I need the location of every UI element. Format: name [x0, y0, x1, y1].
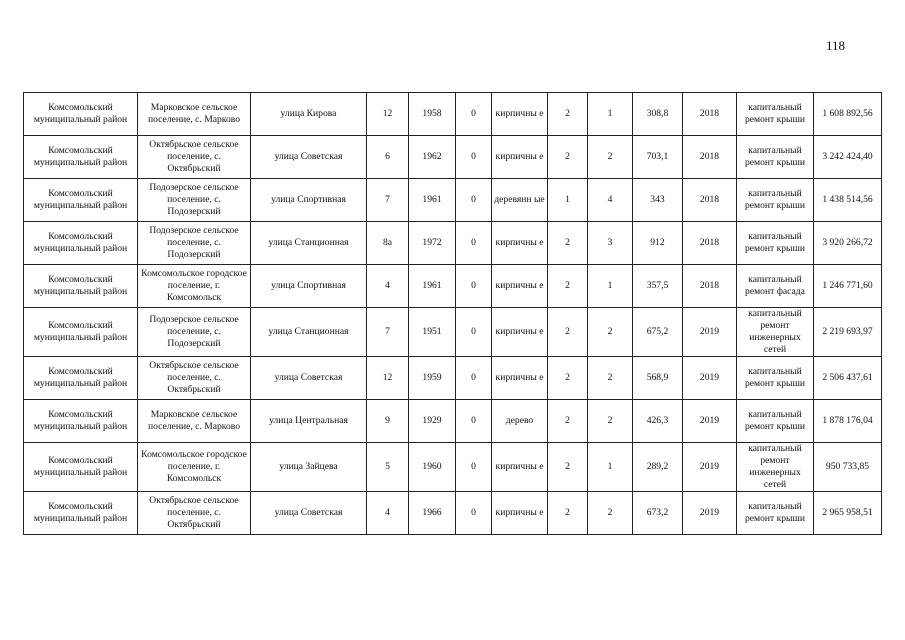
- settlement-cell: Октябрьское сельское поселение, с. Октябрьский: [138, 136, 251, 179]
- build-year-cell: 1959: [409, 357, 456, 400]
- plan-year-cell: 2019: [683, 443, 737, 492]
- settlement-cell: Подозерское сельское поселение, с. Подозерский: [138, 308, 251, 357]
- housing-repair-table: [23, 92, 882, 535]
- district-cell: Комсомольский муниципальный район: [24, 400, 138, 443]
- build-year-cell: 1961: [409, 179, 456, 222]
- entrances-cell: 2: [588, 492, 633, 535]
- district-cell: Комсомольский муниципальный район: [24, 492, 138, 535]
- cost-cell: 1 438 514,56: [814, 179, 882, 222]
- entrances-cell: 4: [588, 179, 633, 222]
- wall-material-cell: кирпичны е: [492, 443, 548, 492]
- wall-material-cell: кирпичны е: [492, 136, 548, 179]
- district-cell: Комсомольский муниципальный район: [24, 265, 138, 308]
- wall-material-cell: кирпичны е: [492, 93, 548, 136]
- street-cell: улица Советская: [251, 357, 367, 400]
- plan-year-cell: 2019: [683, 400, 737, 443]
- house-number-cell: 12: [367, 357, 409, 400]
- entrances-cell: 1: [588, 93, 633, 136]
- district-cell: Комсомольский муниципальный район: [24, 308, 138, 357]
- wall-material-cell: кирпичны е: [492, 492, 548, 535]
- district-cell: Комсомольский муниципальный район: [24, 93, 138, 136]
- settlement-cell: Марковское сельское поселение, с. Марково: [138, 400, 251, 443]
- cost-cell: 3 920 266,72: [814, 222, 882, 265]
- zero-value-cell: 0: [456, 492, 492, 535]
- settlement-cell: Подозерское сельское поселение, с. Подозерский: [138, 179, 251, 222]
- entrances-cell: 3: [588, 222, 633, 265]
- area-cell: 343: [633, 179, 683, 222]
- floors-cell: 2: [548, 357, 588, 400]
- entrances-cell: 2: [588, 357, 633, 400]
- table-row: [24, 179, 882, 222]
- build-year-cell: 1962: [409, 136, 456, 179]
- table-row: [24, 308, 882, 357]
- house-number-cell: 7: [367, 308, 409, 357]
- street-cell: улица Спортивная: [251, 179, 367, 222]
- wall-material-cell: дерево: [492, 400, 548, 443]
- district-cell: Комсомольский муниципальный район: [24, 357, 138, 400]
- street-cell: улица Советская: [251, 492, 367, 535]
- wall-material-cell: деревянн ые: [492, 179, 548, 222]
- area-cell: 568,9: [633, 357, 683, 400]
- work-type-cell: капитальный ремонт фасада: [737, 265, 814, 308]
- build-year-cell: 1951: [409, 308, 456, 357]
- plan-year-cell: 2019: [683, 492, 737, 535]
- zero-value-cell: 0: [456, 308, 492, 357]
- plan-year-cell: 2019: [683, 357, 737, 400]
- build-year-cell: 1966: [409, 492, 456, 535]
- house-number-cell: 4: [367, 492, 409, 535]
- floors-cell: 2: [548, 265, 588, 308]
- floors-cell: 2: [548, 308, 588, 357]
- work-type-cell: капитальный ремонт крыши: [737, 179, 814, 222]
- house-number-cell: 5: [367, 443, 409, 492]
- table-row: [24, 443, 882, 492]
- area-cell: 357,5: [633, 265, 683, 308]
- settlement-cell: Комсомольское городское поселение, г. Комсомольск: [138, 265, 251, 308]
- table-row: [24, 357, 882, 400]
- house-number-cell: 12: [367, 93, 409, 136]
- build-year-cell: 1961: [409, 265, 456, 308]
- area-cell: 703,1: [633, 136, 683, 179]
- zero-value-cell: 0: [456, 400, 492, 443]
- build-year-cell: 1960: [409, 443, 456, 492]
- entrances-cell: 1: [588, 265, 633, 308]
- district-cell: Комсомольский муниципальный район: [24, 136, 138, 179]
- build-year-cell: 1958: [409, 93, 456, 136]
- page-number: 118: [826, 38, 846, 53]
- zero-value-cell: 0: [456, 93, 492, 136]
- street-cell: улица Зайцева: [251, 443, 367, 492]
- zero-value-cell: 0: [456, 179, 492, 222]
- floors-cell: 2: [548, 222, 588, 265]
- wall-material-cell: кирпичны е: [492, 265, 548, 308]
- zero-value-cell: 0: [456, 265, 492, 308]
- floors-cell: 2: [548, 400, 588, 443]
- settlement-cell: Подозерское сельское поселение, с. Подозерский: [138, 222, 251, 265]
- entrances-cell: 2: [588, 136, 633, 179]
- build-year-cell: 1972: [409, 222, 456, 265]
- street-cell: улица Центральная: [251, 400, 367, 443]
- work-type-cell: капитальный ремонт крыши: [737, 492, 814, 535]
- entrances-cell: 1: [588, 443, 633, 492]
- house-number-cell: 4: [367, 265, 409, 308]
- plan-year-cell: 2018: [683, 179, 737, 222]
- zero-value-cell: 0: [456, 443, 492, 492]
- table-row: [24, 492, 882, 535]
- floors-cell: 2: [548, 136, 588, 179]
- settlement-cell: Марковское сельское поселение, с. Марково: [138, 93, 251, 136]
- wall-material-cell: кирпичны е: [492, 357, 548, 400]
- floors-cell: 2: [548, 443, 588, 492]
- street-cell: улица Кирова: [251, 93, 367, 136]
- table-row: [24, 400, 882, 443]
- area-cell: 675,2: [633, 308, 683, 357]
- plan-year-cell: 2018: [683, 222, 737, 265]
- cost-cell: 1 608 892,56: [814, 93, 882, 136]
- work-type-cell: капитальный ремонт инженерных сетей: [737, 308, 814, 357]
- street-cell: улица Станционная: [251, 222, 367, 265]
- area-cell: 912: [633, 222, 683, 265]
- zero-value-cell: 0: [456, 357, 492, 400]
- cost-cell: 2 219 693,97: [814, 308, 882, 357]
- table-row: [24, 136, 882, 179]
- work-type-cell: капитальный ремонт крыши: [737, 93, 814, 136]
- wall-material-cell: кирпичны е: [492, 308, 548, 357]
- plan-year-cell: 2018: [683, 265, 737, 308]
- cost-cell: 2 506 437,61: [814, 357, 882, 400]
- house-number-cell: 9: [367, 400, 409, 443]
- settlement-cell: Комсомольское городское поселение, г. Комсомольск: [138, 443, 251, 492]
- cost-cell: 1 878 176,04: [814, 400, 882, 443]
- area-cell: 426,3: [633, 400, 683, 443]
- street-cell: улица Станционная: [251, 308, 367, 357]
- entrances-cell: 2: [588, 308, 633, 357]
- plan-year-cell: 2018: [683, 93, 737, 136]
- cost-cell: 2 965 958,51: [814, 492, 882, 535]
- district-cell: Комсомольский муниципальный район: [24, 179, 138, 222]
- entrances-cell: 2: [588, 400, 633, 443]
- settlement-cell: Октябрьское сельское поселение, с. Октябрьский: [138, 492, 251, 535]
- district-cell: Комсомольский муниципальный район: [24, 443, 138, 492]
- table-row: [24, 222, 882, 265]
- floors-cell: 2: [548, 492, 588, 535]
- floors-cell: 2: [548, 93, 588, 136]
- street-cell: улица Советская: [251, 136, 367, 179]
- build-year-cell: 1929: [409, 400, 456, 443]
- plan-year-cell: 2019: [683, 308, 737, 357]
- table-row: [24, 93, 882, 136]
- plan-year-cell: 2018: [683, 136, 737, 179]
- zero-value-cell: 0: [456, 222, 492, 265]
- cost-cell: 950 733,85: [814, 443, 882, 492]
- work-type-cell: капитальный ремонт инженерных сетей: [737, 443, 814, 492]
- wall-material-cell: кирпичны е: [492, 222, 548, 265]
- work-type-cell: капитальный ремонт крыши: [737, 400, 814, 443]
- floors-cell: 1: [548, 179, 588, 222]
- area-cell: 308,8: [633, 93, 683, 136]
- cost-cell: 3 242 424,40: [814, 136, 882, 179]
- work-type-cell: капитальный ремонт крыши: [737, 357, 814, 400]
- street-cell: улица Спортивная: [251, 265, 367, 308]
- house-number-cell: 8а: [367, 222, 409, 265]
- house-number-cell: 7: [367, 179, 409, 222]
- area-cell: 673,2: [633, 492, 683, 535]
- area-cell: 289,2: [633, 443, 683, 492]
- settlement-cell: Октябрьское сельское поселение, с. Октябрьский: [138, 357, 251, 400]
- table-row: [24, 265, 882, 308]
- house-number-cell: 6: [367, 136, 409, 179]
- work-type-cell: капитальный ремонт крыши: [737, 222, 814, 265]
- district-cell: Комсомольский муниципальный район: [24, 222, 138, 265]
- zero-value-cell: 0: [456, 136, 492, 179]
- cost-cell: 1 246 771,60: [814, 265, 882, 308]
- work-type-cell: капитальный ремонт крыши: [737, 136, 814, 179]
